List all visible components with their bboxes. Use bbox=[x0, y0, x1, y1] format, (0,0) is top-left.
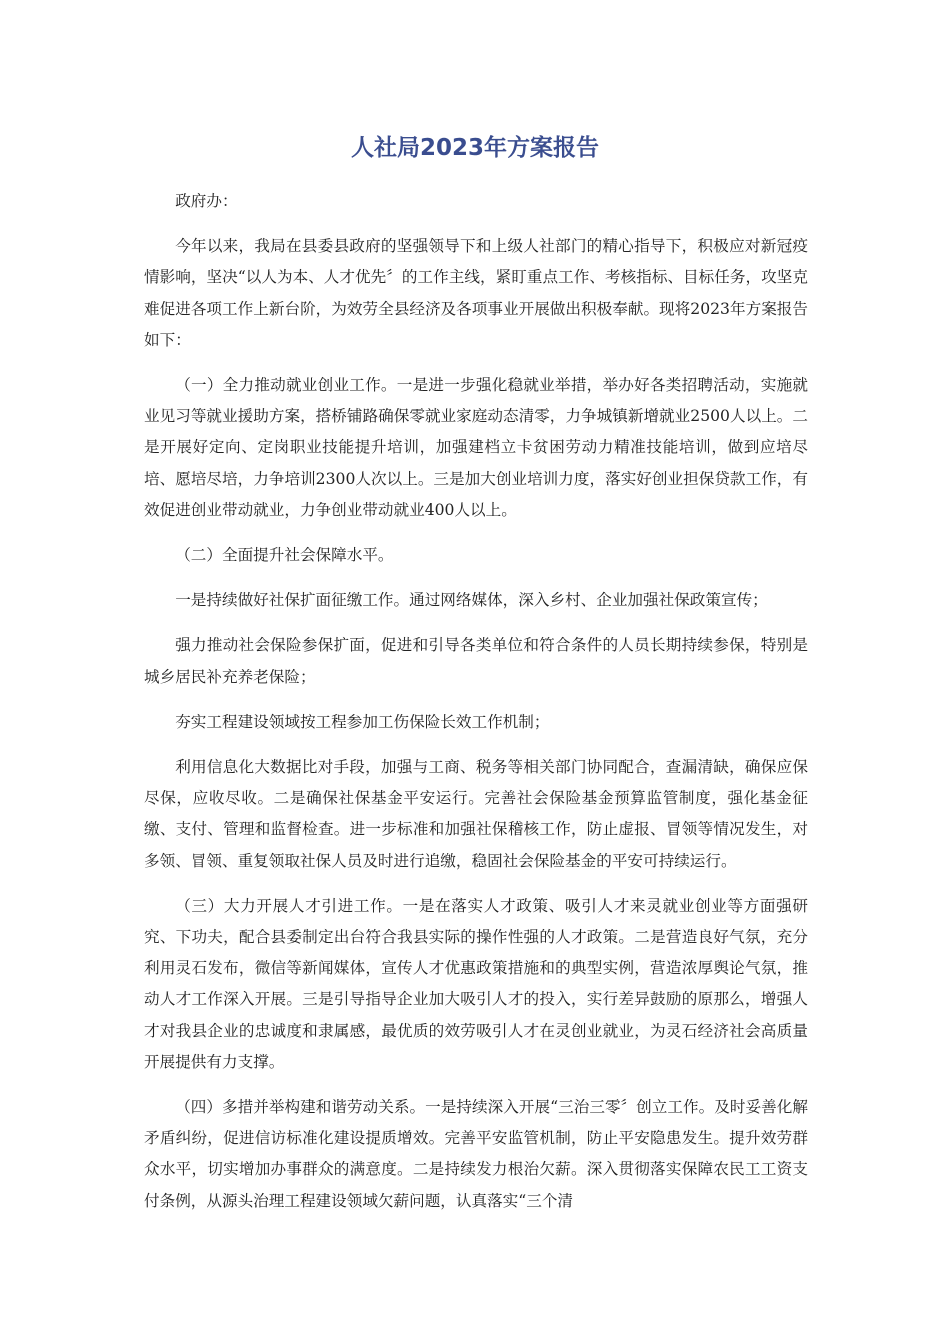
paragraph-section-1: （一）全力推动就业创业工作。一是进一步强化稳就业举措，举办好各类招聘活动，实施就业见习等就业援助方案，搭桥铺路确保零就业家庭动态清零，力争城镇新增就业2500人以上。二是开展好定向、定岗职业技能提升培训，加强建档立卡贫困劳动力精准技能培训，做到应培尽培、愿培尽培，力争培训2300人次以上。三是加大创业培训力度，落实好创业担保贷款工作，有效促进创业带动就业，力争创业带动就业400人以上。 bbox=[144, 376, 808, 519]
salutation: 政府办： bbox=[175, 192, 238, 210]
paragraph-section-2-item-4: 利用信息化大数据比对手段，加强与工商、税务等相关部门协同配合，查漏清缺，确保应保尽保，应收尽收。二是确保社保基金平安运行。完善社会保险基金预算监管制度，强化基金征缴、支付、管理和监督检查。进一步标准和加强社保稽核工作，防止虚报、冒领等情况发生，对多领、冒领、重复领取社保人员及时进行追缴，稳固社会保险基金的平安可持续运行。 bbox=[144, 758, 808, 870]
paragraph-intro: 今年以来，我局在县委县政府的坚强领导下和上级人社部门的精心指导下，积极应对新冠疫情影响，坚决“以人为本、人才优先〞的工作主线，紧盯重点工作、考核指标、目标任务，攻坚克难促进各项工作上新台阶，为效劳全县经济及各项事业开展做出积极奉献。现将2023年方案报告如下： bbox=[144, 237, 808, 349]
paragraph-section-3: （三）大力开展人才引进工作。一是在落实人才政策、吸引人才来灵就业创业等方面强研究、下功夫，配合县委制定出台符合我县实际的操作性强的人才政策。二是营造良好气氛，充分利用灵石发布，微信等新闻媒体，宣传人才优惠政策措施和的典型实例，营造浓厚舆论气氛，推动人才工作深入开展。三是引导指导企业加大吸引人才的投入，实行差异鼓励的原那么，增强人才对我县企业的忠诚度和隶属感，最优质的效劳吸引人才在灵创业就业，为灵石经济社会高质量开展提供有力支撑。 bbox=[144, 896, 808, 1071]
paragraph-section-4: （四）多措并举构建和谐劳动关系。一是持续深入开展“三治三零〞创立工作。及时妥善化解矛盾纠纷，促进信访标准化建设提质增效。完善平安监管机制，防止平安隐患发生。提升效劳群众水平，切实增加办事群众的满意度。二是持续发力根治欠薪。深入贯彻落实保障农民工工资支付条例，从源头治理工程建设领域欠薪问题，认真落实“三个清 bbox=[144, 1098, 808, 1210]
paragraph-section-2-heading: （二）全面提升社会保障水平。 bbox=[175, 546, 394, 565]
document-title: 人社局2023年方案报告 bbox=[350, 135, 599, 161]
paragraph-section-2-item-3: 夯实工程建设领域按工程参加工伤保险长效工作机制； bbox=[175, 712, 550, 731]
paragraph-section-2-item-2: 强力推动社会保险参保扩面，促进和引导各类单位和符合条件的人员长期持续参保，特别是城乡居民补充养老保险； bbox=[144, 636, 808, 686]
document-body bbox=[144, 186, 808, 1231]
paragraph-section-2-item-1: 一是持续做好社保扩面征缴工作。通过网络媒体，深入乡村、企业加强社保政策宣传； bbox=[175, 591, 768, 610]
